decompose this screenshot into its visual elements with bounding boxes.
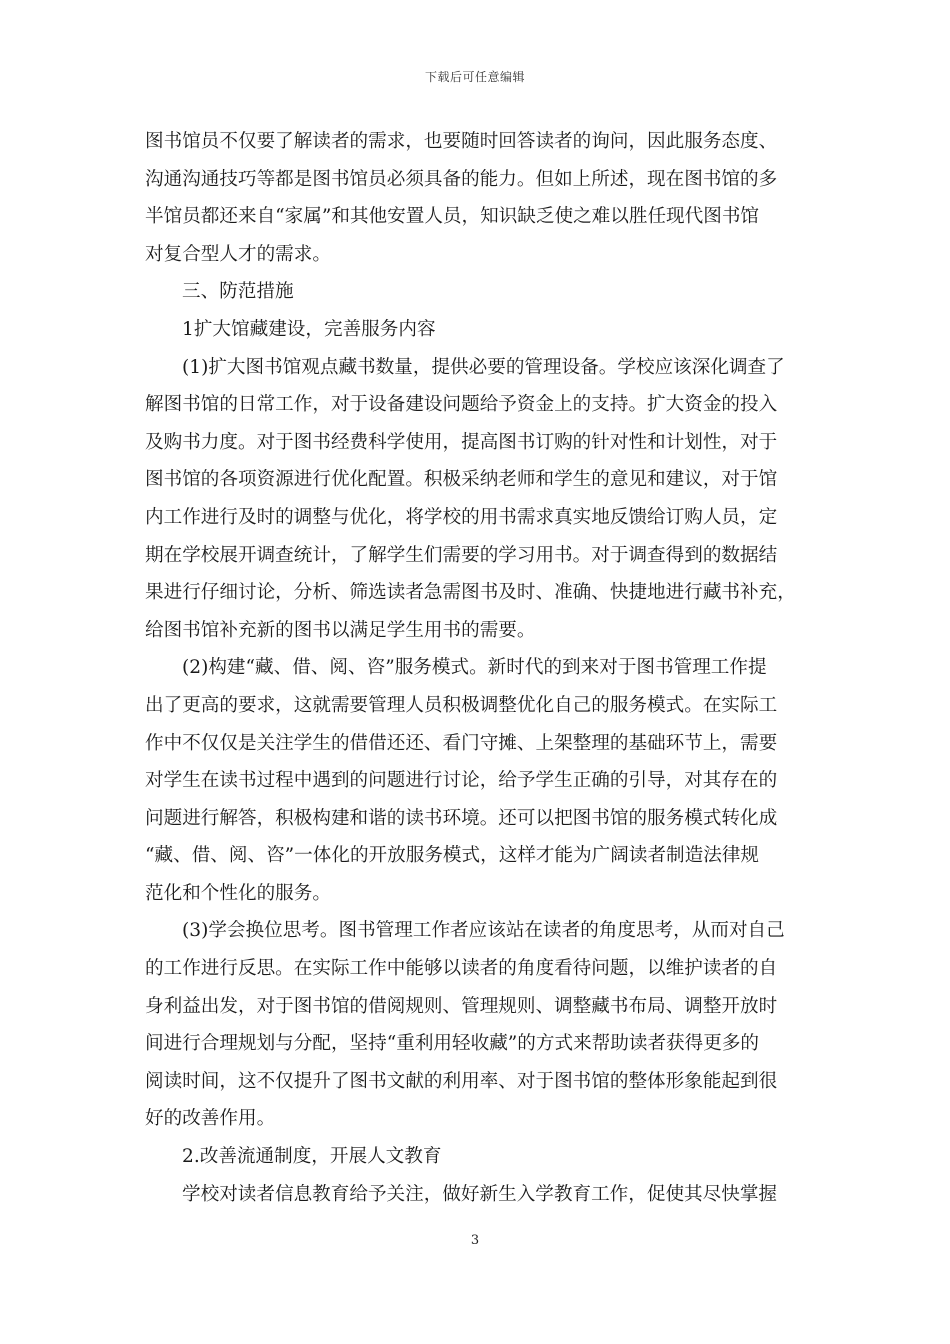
text-line: 间进行合理规划与分配，坚持“重利用轻收藏”的方式来帮助读者获得更多的 [145, 1033, 760, 1055]
text-line: 图书馆员不仅要了解读者的需求，也要随时回答读者的询问，因此服务态度、 [145, 131, 778, 152]
text-line: 半馆员都还来自“家属”和其他安置人员，知识缺乏使之难以胜任现代图书馆 [145, 206, 760, 228]
text-line: 果进行仔细讨论，分析、筛选读者急需图书及时、准确、快捷地进行藏书补充， [145, 582, 796, 604]
text-line: 作中不仅仅是关注学生的借借还还、看门守摊、上架整理的基础环节上，需要 [145, 732, 778, 754]
text-line: 对复合型人才的需求。 [145, 243, 331, 265]
text-line: 2.改善流通制度，开展人文教育 [182, 1146, 442, 1168]
text-line: 身利益出发，对于图书馆的借阅规则、管理规则、调整藏书布局、调整开放时 [145, 995, 778, 1017]
text-line: 三、防范措施 [182, 281, 294, 303]
text-line: 内工作进行及时的调整与优化，将学校的用书需求真实地反馈给订购人员，定 [145, 506, 778, 528]
text-line: 给图书馆补充新的图书以满足学生用书的需要。 [145, 619, 536, 641]
page-header: 下载后可任意编辑 [424, 70, 525, 84]
text-line: 对学生在读书过程中遇到的问题进行讨论，给予学生正确的引导，对其存在的 [145, 770, 778, 792]
body-text [145, 123, 815, 1213]
text-line: 学校对读者信息教育给予关注，做好新生入学教育工作，促使其尽快掌握 [182, 1183, 778, 1205]
text-line: (1)扩大图书馆观点藏书数量，提供必要的管理设备。学校应该深化调查了 [182, 356, 785, 378]
text-line: 好的改善作用。 [145, 1108, 276, 1130]
text-line: “藏、借、阅、咨”一体化的开放服务模式，这样才能为广阔读者制造法律规 [145, 845, 760, 867]
text-line: (3)学会换位思考。图书管理工作者应该站在读者的角度思考，从而对自己 [182, 920, 785, 942]
text-line: 出了更高的要求，这就需要管理人员积极调整优化自己的服务模式。在实际工 [145, 694, 778, 716]
text-line: 期在学校展开调查统计，了解学生们需要的学习用书。对于调查得到的数据结 [145, 544, 778, 566]
page-number: 3 [470, 1233, 480, 1248]
text-line: 1扩大馆藏建设，完善服务内容 [182, 318, 436, 340]
text-line: 阅读时间，这不仅提升了图书文献的利用率、对于图书馆的整体形象能起到很 [145, 1070, 778, 1092]
text-line: (2)构建“藏、借、阅、咨”服务模式。新时代的到来对于图书管理工作提 [182, 657, 767, 679]
text-line: 沟通沟通技巧等都是图书馆员必须具备的能力。但如上所述，现在图书馆的多 [145, 168, 778, 190]
text-line: 及购书力度。对于图书经费科学使用，提高图书订购的针对性和计划性，对于 [145, 431, 778, 453]
text-line: 范化和个性化的服务。 [145, 882, 331, 904]
text-line: 解图书馆的日常工作，对于设备建设问题给予资金上的支持。扩大资金的投入 [145, 394, 778, 416]
text-line: 问题进行解答，积极构建和谐的读书环境。还可以把图书馆的服务模式转化成 [145, 807, 778, 829]
text-line: 图书馆的各项资源进行优化配置。积极采纳老师和学生的意见和建议，对于馆 [145, 469, 778, 491]
text-line: 的工作进行反思。在实际工作中能够以读者的角度看待问题，以维护读者的自 [145, 958, 778, 980]
